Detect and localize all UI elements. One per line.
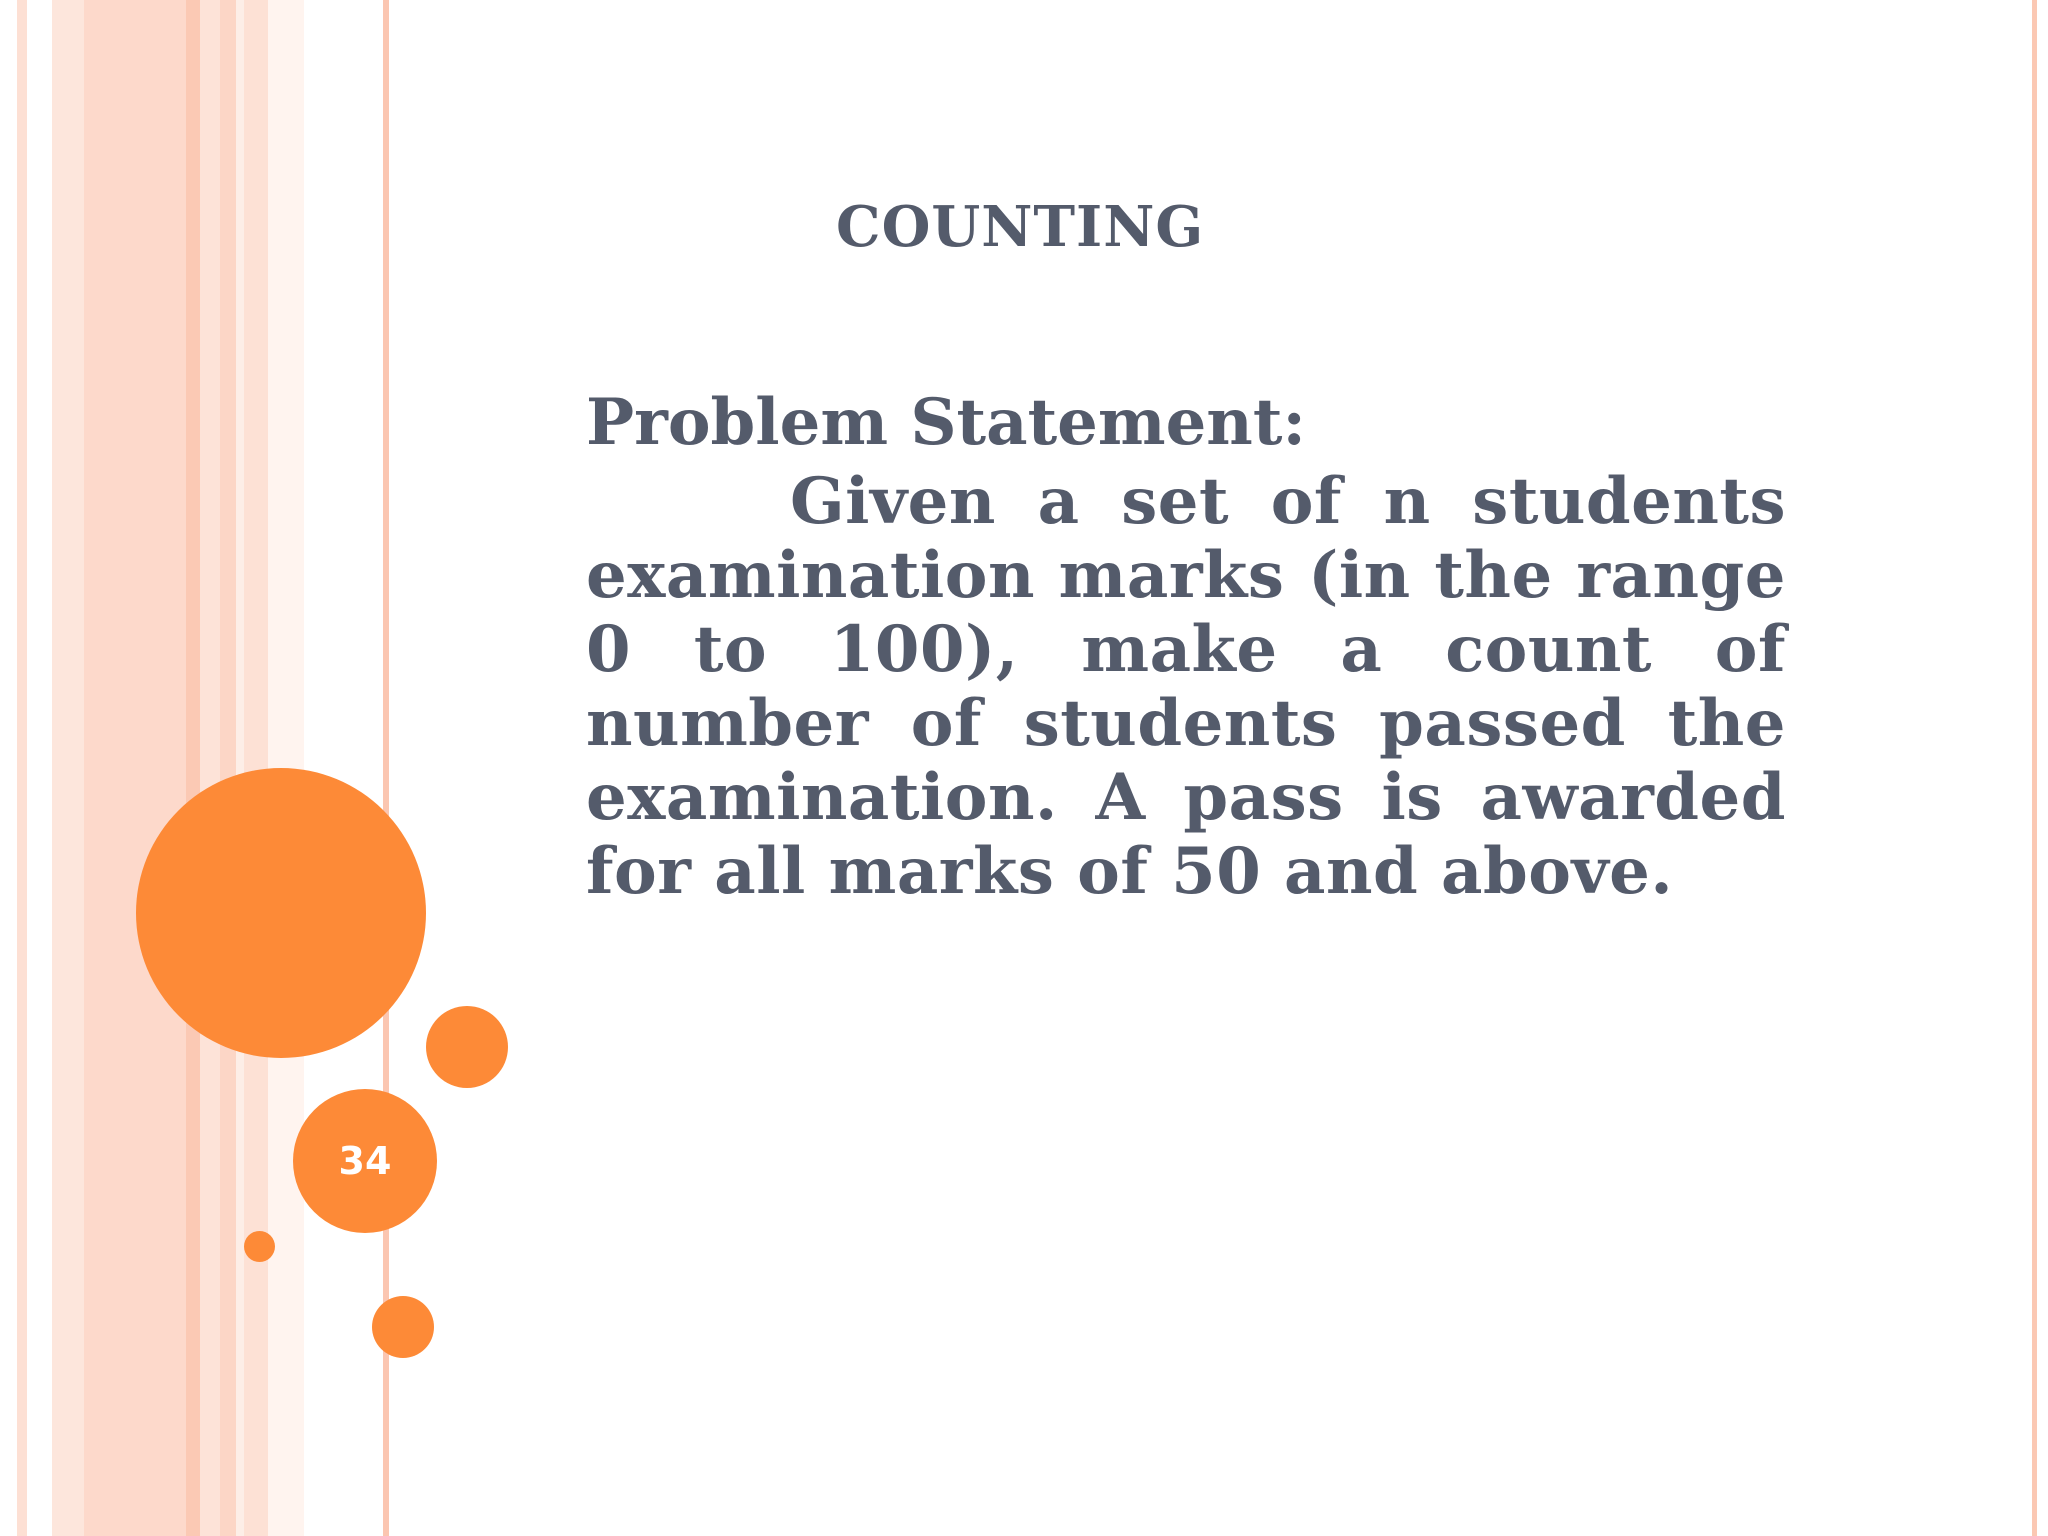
- page-number-badge: [293, 1089, 437, 1233]
- decorative-stripe-right: [2032, 0, 2037, 1536]
- decorative-circle-tiny: [244, 1231, 275, 1262]
- decorative-stripe: [200, 0, 220, 1536]
- decorative-stripe: [236, 0, 244, 1536]
- slide-content: [586, 381, 1786, 909]
- decorative-stripe: [84, 0, 186, 1536]
- decorative-circle-large: [136, 768, 426, 1058]
- problem-body: Given a set of n students examination marks (in the range 0 to 100), make a count of number of students passed the examination. A pass is awarded for all marks of 50 and above.: [586, 464, 1786, 909]
- decorative-stripe: [17, 0, 27, 1536]
- page-number: 34: [338, 1139, 392, 1183]
- decorative-stripe: [220, 0, 236, 1536]
- decorative-stripe: [52, 0, 84, 1536]
- problem-heading: Problem Statement:: [586, 385, 1306, 460]
- decorative-circle-medium: [426, 1006, 508, 1088]
- decorative-circle-small: [372, 1296, 434, 1358]
- decorative-stripe: [186, 0, 200, 1536]
- slide-title: COUNTING: [836, 194, 1205, 260]
